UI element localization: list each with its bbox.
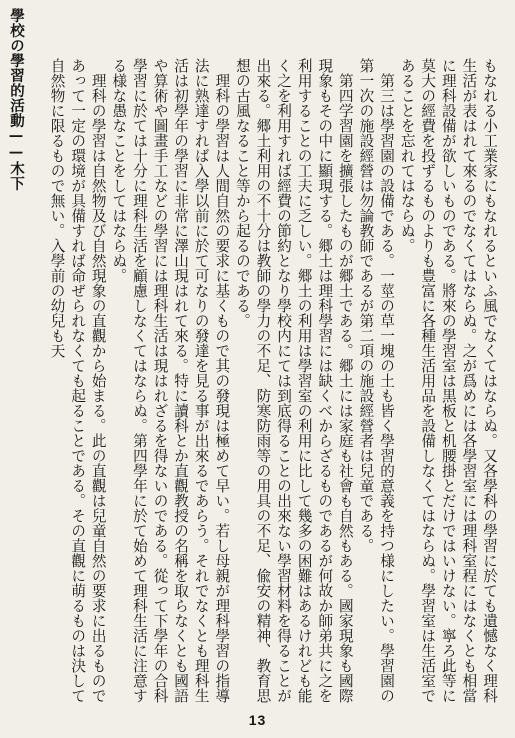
body-text xyxy=(29,58,499,710)
page-number: 13 xyxy=(248,712,267,728)
paragraph: 第三は學習園の設備である。一莖の草一塊の土も皆く學習的意義を持つ様にしたい。學習園の第一次の施設經營は勿論教師であるが第二項の施設經營者は兒童である。 xyxy=(357,58,396,703)
running-header: 學校の學習的活動——木下 xyxy=(8,8,24,191)
paragraph: 第四学習園を擴張したものが郷土である。郷土には家庭も社會も自然もある。國家現象も國際現象もその中に顯現する。郷土は理科學習には缺くべからざるものであるが何故か師弟共に之を利用することの工夫に乏しい。郷土の利用は學習室の利用に比して幾多の困難はあるけれども能く之を利用すれば經費の節約となり學校内にては到底得ることの出來ない學習材料を得ることが出來る。郷土利用の不十分は教師の學力の不足、防寒防雨等の用具の不足、偸安の精神、教育思想の古風なること等から起るのである。 xyxy=(233,58,354,703)
paragraph: 理科の學習は人間自然の要求に基くもので其の發現は極めて早い。若し母親が理科學習の指導法に熟達すれば入學以前に於て可なりの發達を見る事が出來るであらう。それでなくとも理科生活は初學年の學習に非常に澤山現はれて來る。特に讀科とか直觀教授の名稱を取らなくとも國語や算術や圖畫手工などの學習には理科生活は現はれざるを得ないのである。從って下學年の合科學習に於ては十分に理科生活を顧慮しなくてはならぬ。第四學年に於て始めて理科生活に注意する様な愚なことをしてはならぬ。 xyxy=(110,58,231,703)
paragraph: 理科の學習は自然物及び自然現象の直觀から始まる。此の直觀は兒童自然の要求に出るものであって一定の環境が具備すれば命ぜられなくても起ることである。その直觀に萌るものは決して自然物に限るもので無い。入學前の幼兒も天 xyxy=(48,58,107,703)
paragraph: もなれる小工業家にもなれるといふ風でなくてはならぬ。又各學科の學習に於ても遺憾なく理科生活が表はれて來るのでなくてはならぬ。之が爲めには各學習室には理科室程にはなくとも相當に理科設備が欲しいものである。將來の學習室は黒板と机腰掛とだけではいけない。寧ろ此等に莫大の經費を投ずるものよりも豊富に各種生活用品を設備しなくてはならぬ。學習室は生活室であることを忘れてはならぬ。 xyxy=(398,58,498,703)
